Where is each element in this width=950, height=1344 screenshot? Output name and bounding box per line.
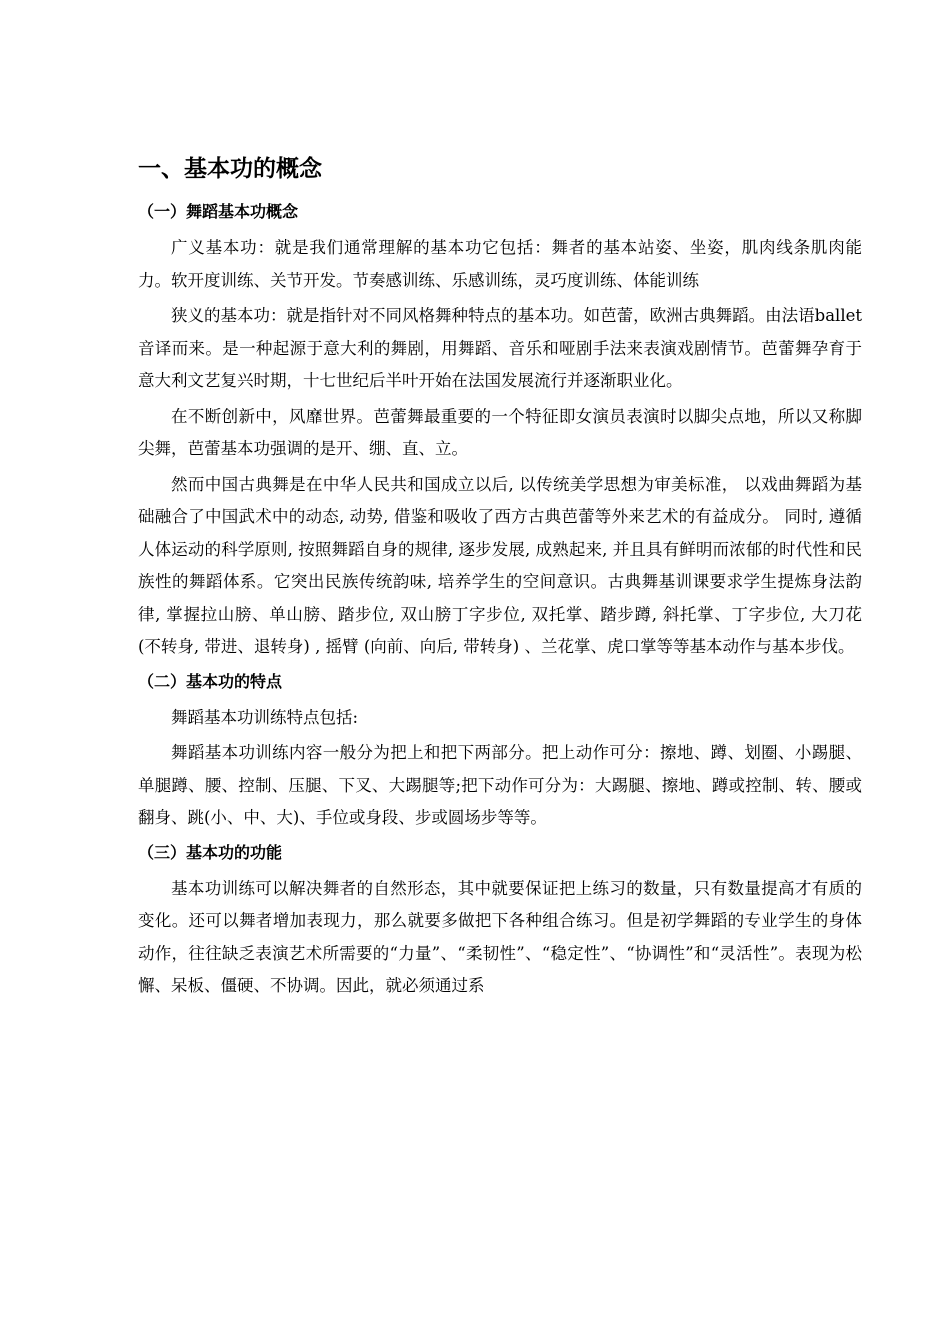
section-title: （二）基本功的特点: [138, 671, 283, 691]
section-title: （一）舞蹈基本功概念: [138, 202, 299, 221]
document-body: [138, 150, 862, 1006]
paragraph: 然而中国古典舞是在中华人民共和国成立以后, 以传统美学思想为审美标准， 以戏曲舞蹈为基础融合了中国武术中的动态, 动势, 借鉴和吸收了西方古典芭蕾等外来艺术的有益成分。 同时, 遵循人体运动的科学原则, 按照舞蹈自身的规律, 逐步发展, 成熟起来, 并且具有鲜明而浓郁的时代性和民族性的舞蹈体系。它突出民族传统韵味, 培养学生的空间意识。古典舞基训课要求学生提炼身法韵律, 掌握拉山膀、单山膀、踏步位, 双山膀丁字步位, 双托掌、踏步蹲, 斜托掌、丁字步位, 大刀花 (不转身, 带进、退转身) , 摇臂 (向前、向后, 带转身) 、兰花掌、虎口掌等等基本动作与基本步伐。: [138, 474, 862, 656]
section-functions: [138, 839, 862, 1003]
paragraph: 舞蹈基本功训练内容一般分为把上和把下两部分。把上动作可分：擦地、蹲、划圈、小踢腿、单腿蹲、腰、控制、压腿、下叉、大踢腿等;把下动作可分为：大踢腿、擦地、蹲或控制、转、腰或翻身、跳(小、中、大)、手位或身段、步或圆场步等等。: [138, 743, 862, 827]
main-heading: 一、基本功的概念: [138, 156, 322, 182]
paragraph: 在不断创新中，风靡世界。芭蕾舞最重要的一个特征即女演员表演时以脚尖点地，所以又称脚尖舞，芭蕾基本功强调的是开、绷、直、立。: [138, 406, 862, 458]
section-concept: [138, 198, 862, 664]
paragraph: 基本功训练可以解决舞者的自然形态，其中就要保证把上练习的数量，只有数量提高才有质的变化。还可以舞者增加表现力，那么就要多做把下各种组合练习。但是初学舞蹈的专业学生的身体动作，往往缺乏表演艺术所需要的“力量”、“柔韧性”、“稳定性”、“协调性”和“灵活性”。表现为松懈、呆板、僵硬、不协调。因此，就必须通过系: [138, 878, 862, 995]
paragraph: 狭义的基本功：就是指针对不同风格舞种特点的基本功。如芭蕾，欧洲古典舞蹈。由法语ballet音译而来。是一种起源于意大利的舞剧，用舞蹈、音乐和哑剧手法来表演戏剧情节。芭蕾舞孕育于意大利文艺复兴时期，十七世纪后半叶开始在法国发展流行并逐渐职业化。: [138, 306, 862, 390]
paragraph: 舞蹈基本功训练特点包括:: [171, 707, 359, 727]
section-features: [138, 668, 862, 835]
section-title: （三）基本功的功能: [138, 842, 283, 862]
paragraph: 广义基本功：就是我们通常理解的基本功它包括：舞者的基本站姿、坐姿，肌肉线条肌肉能力。软开度训练、关节开发。节奏感训练、乐感训练，灵巧度训练、体能训练: [138, 238, 862, 290]
